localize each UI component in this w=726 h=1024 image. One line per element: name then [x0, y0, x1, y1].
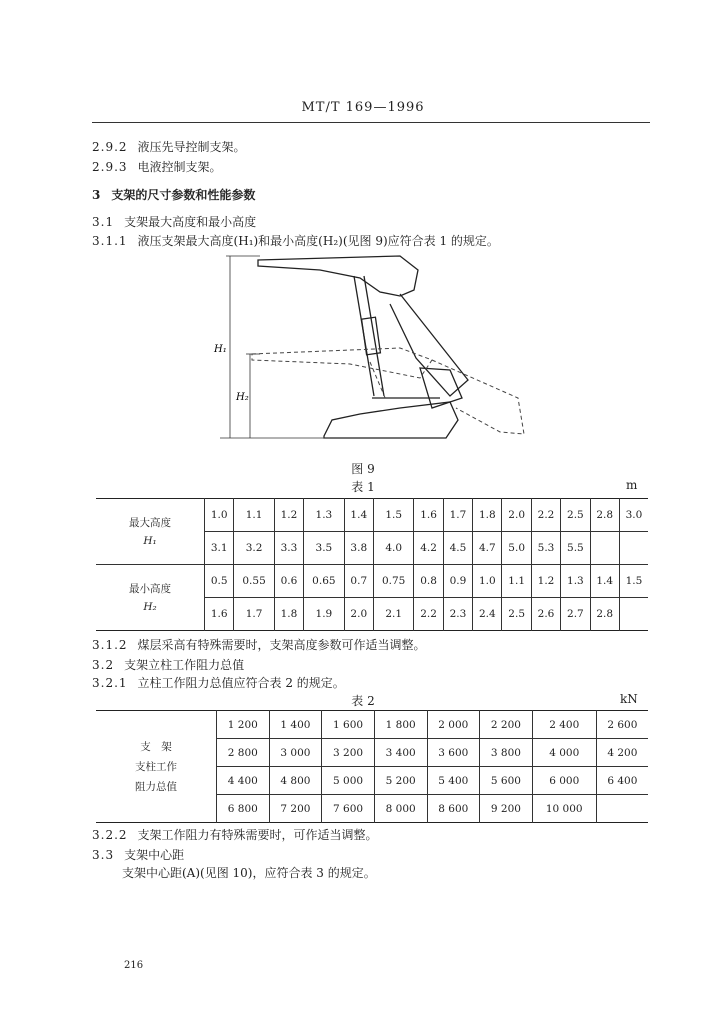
table-cell: 6 800	[217, 795, 270, 823]
clause-text: 液压支架最大高度(H₁)和最小高度(H₂)(见图 9)应符合表 1 的规定。	[137, 234, 499, 248]
h1-dimension-label: H₁	[214, 344, 227, 355]
label-line: 支 架	[140, 740, 172, 753]
table-cell: 5 600	[480, 767, 533, 795]
page-number: 216	[124, 960, 144, 971]
clause-text: 支架中心距	[124, 848, 185, 862]
figure-9-support-drawing	[200, 248, 540, 448]
table-cell: 2.8	[590, 499, 619, 532]
clause-text: 液压先导控制支架。	[137, 140, 246, 154]
clause-number: 3.2.1	[92, 676, 128, 690]
clause-3-1-2	[92, 636, 426, 653]
label-line: 支柱工作	[135, 760, 177, 773]
table-1-title: 表 1	[351, 480, 375, 494]
table-cell: 2 400	[532, 711, 596, 739]
table-cell: 2.2	[414, 598, 443, 631]
clause-text: 立柱工作阻力总值应符合表 2 的规定。	[137, 676, 345, 690]
clause-text: 支架最大高度和最小高度	[124, 215, 257, 229]
table-cell: 3 000	[269, 739, 322, 767]
table-cell: 1.4	[590, 565, 619, 598]
table-cell: 1.3	[561, 565, 590, 598]
table-cell: 3 200	[322, 739, 375, 767]
resistance-label	[96, 711, 217, 823]
table-cell: 3.2	[234, 532, 274, 565]
table-cell: 2.6	[531, 598, 560, 631]
table-cell: 2.0	[502, 499, 531, 532]
table-cell: 8 600	[427, 795, 480, 823]
clause-3-2-2	[92, 826, 378, 843]
table-cell: 1.2	[531, 565, 560, 598]
table-cell: 5.0	[502, 532, 531, 565]
table-cell: 2 200	[480, 711, 533, 739]
clause-number: 3.1	[92, 215, 115, 229]
table-cell: 2.8	[590, 598, 619, 631]
clause-text: 支架的尺寸参数和性能参数	[111, 188, 256, 202]
table-cell: 2 000	[427, 711, 480, 739]
table-cell: 4.7	[473, 532, 502, 565]
clause-3-3-body: 支架中心距(A)(见图 10)，应符合表 3 的规定。	[122, 866, 376, 880]
clause-3-2	[92, 656, 244, 673]
table-cell: 4 800	[269, 767, 322, 795]
clause-number: 3.3	[92, 848, 115, 862]
table-cell: 2.1	[373, 598, 413, 631]
table-cell: 5 000	[322, 767, 375, 795]
table-cell: 0.7	[344, 565, 373, 598]
table-2-title: 表 2	[351, 694, 375, 708]
table-cell: 3 600	[427, 739, 480, 767]
clause-number: 3.1.2	[92, 638, 128, 652]
table-cell: 9 200	[480, 795, 533, 823]
table-cell	[596, 795, 648, 823]
table-1-heights	[96, 498, 648, 631]
table-cell: 3.8	[344, 532, 373, 565]
clause-number: 3	[92, 188, 102, 202]
table-cell: 1 600	[322, 711, 375, 739]
table-cell: 3.3	[274, 532, 303, 565]
table-cell: 1.2	[274, 499, 303, 532]
table-cell: 2.0	[344, 598, 373, 631]
table-cell: 1.0	[205, 499, 234, 532]
table-cell: 10 000	[532, 795, 596, 823]
table-cell: 4 000	[532, 739, 596, 767]
table-row	[96, 499, 648, 532]
table-cell: 5 400	[427, 767, 480, 795]
clause-number: 3.1.1	[92, 234, 128, 248]
table-cell: 1.6	[205, 598, 234, 631]
clause-2-9-2	[92, 138, 246, 155]
table-cell	[619, 598, 648, 631]
clause-text: 电液控制支架。	[137, 160, 222, 174]
table-cell: 4.0	[373, 532, 413, 565]
table-cell: 5 200	[374, 767, 427, 795]
min-height-text: 最小高度	[129, 582, 171, 595]
max-height-label	[96, 499, 205, 565]
clause-3-3	[92, 846, 184, 863]
table-cell: 1 400	[269, 711, 322, 739]
table-cell: 2.7	[561, 598, 590, 631]
table-cell: 1.1	[502, 565, 531, 598]
clause-3-1	[92, 213, 256, 230]
figure-9-caption: 图 9	[351, 462, 375, 476]
clause-number: 2.9.3	[92, 160, 128, 174]
table-cell: 3 400	[374, 739, 427, 767]
min-height-label	[96, 565, 205, 631]
table-cell: 1 200	[217, 711, 270, 739]
table-cell: 1.7	[443, 499, 472, 532]
table-cell: 1.0	[473, 565, 502, 598]
clause-text: 支架工作阻力有特殊需要时，可作适当调整。	[137, 828, 378, 842]
table-cell: 3.1	[205, 532, 234, 565]
header-rule	[92, 122, 650, 123]
min-height-symbol: H₂	[143, 600, 157, 613]
table-cell: 4 200	[596, 739, 648, 767]
table-2-unit: kN	[620, 692, 638, 706]
table-cell: 2 800	[217, 739, 270, 767]
table-cell: 3 800	[480, 739, 533, 767]
table-cell: 3.0	[619, 499, 648, 532]
table-cell: 4 400	[217, 767, 270, 795]
clause-text: 煤层采高有特殊需要时，支架高度参数可作适当调整。	[137, 638, 426, 652]
table-cell: 0.55	[234, 565, 274, 598]
table-cell: 2.5	[502, 598, 531, 631]
table-cell: 1.3	[304, 499, 344, 532]
table-cell: 2 600	[596, 711, 648, 739]
section-3-heading	[92, 186, 255, 203]
table-cell: 1.4	[344, 499, 373, 532]
clause-text: 支架立柱工作阻力总值	[124, 658, 245, 672]
table-cell: 5.3	[531, 532, 560, 565]
table-2-resistance	[96, 710, 648, 823]
table-cell: 1.8	[473, 499, 502, 532]
clause-number: 2.9.2	[92, 140, 128, 154]
max-height-symbol: H₁	[143, 534, 157, 547]
table-cell: 2.2	[531, 499, 560, 532]
max-height-text: 最大高度	[129, 516, 171, 529]
table-cell: 0.75	[373, 565, 413, 598]
table-cell: 0.9	[443, 565, 472, 598]
table-cell	[619, 532, 648, 565]
table-cell: 0.6	[274, 565, 303, 598]
clause-3-1-1	[92, 232, 499, 249]
standard-header: MT/T 169—1996	[301, 100, 425, 115]
table-cell: 1.8	[274, 598, 303, 631]
table-cell: 0.65	[304, 565, 344, 598]
table-cell: 4.2	[414, 532, 443, 565]
table-cell	[590, 532, 619, 565]
table-cell: 2.3	[443, 598, 472, 631]
table-cell: 6 000	[532, 767, 596, 795]
table-cell: 7 200	[269, 795, 322, 823]
table-cell: 0.5	[205, 565, 234, 598]
table-cell: 1.7	[234, 598, 274, 631]
table-cell: 1.5	[373, 499, 413, 532]
table-cell: 2.4	[473, 598, 502, 631]
h2-dimension-label: H₂	[236, 392, 249, 403]
table-cell: 1 800	[374, 711, 427, 739]
clause-2-9-3	[92, 158, 222, 175]
clause-number: 3.2.2	[92, 828, 128, 842]
table-cell: 5.5	[561, 532, 590, 565]
table-cell: 8 000	[374, 795, 427, 823]
table-cell: 1.5	[619, 565, 648, 598]
table-cell: 3.5	[304, 532, 344, 565]
table-cell: 1.6	[414, 499, 443, 532]
table-row	[96, 711, 648, 739]
table-cell: 2.5	[561, 499, 590, 532]
table-cell: 6 400	[596, 767, 648, 795]
label-line: 阻力总值	[135, 780, 177, 793]
table-row	[96, 565, 648, 598]
table-cell: 1.1	[234, 499, 274, 532]
table-1-unit: m	[626, 478, 638, 492]
clause-3-2-1	[92, 674, 345, 691]
table-cell: 1.9	[304, 598, 344, 631]
table-cell: 4.5	[443, 532, 472, 565]
table-cell: 0.8	[414, 565, 443, 598]
clause-number: 3.2	[92, 658, 115, 672]
table-cell: 7 600	[322, 795, 375, 823]
